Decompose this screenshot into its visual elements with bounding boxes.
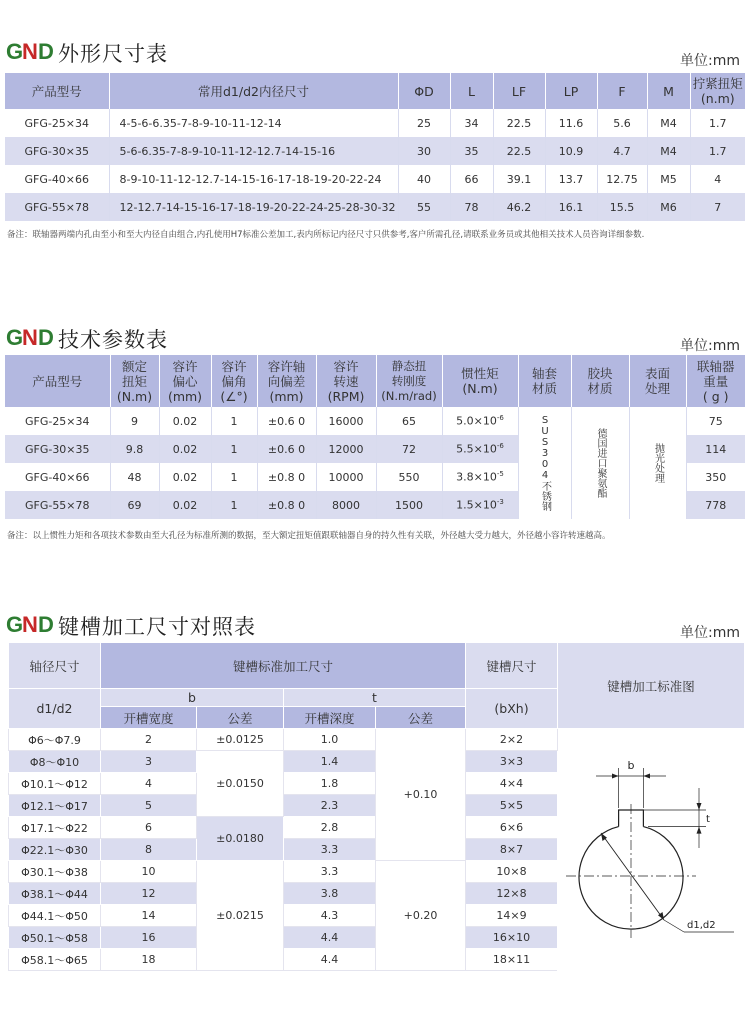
table-row xyxy=(5,137,745,165)
cell-bore: 8-9-10-11-12-12.7-14-15-16-17-18-19-20-22-24 xyxy=(109,165,398,193)
header-b: b xyxy=(101,689,284,707)
cell-axial: ±0.6 0 xyxy=(257,435,316,463)
logo-letter-d: D xyxy=(38,612,54,636)
cell-l: 35 xyxy=(450,137,493,165)
cell-inertia xyxy=(442,491,518,519)
unit-label-tech: 单位:mm xyxy=(680,338,740,354)
logo-letter-n: N xyxy=(22,612,38,636)
cell-b: 2 xyxy=(101,729,197,751)
cell-torque: 69 xyxy=(110,491,159,519)
cell-t: 4.4 xyxy=(284,927,376,949)
header-torque-line1: 拧紧扭矩 xyxy=(692,76,743,91)
table-row xyxy=(5,109,745,137)
header-std: 键槽标准加工尺寸 xyxy=(101,643,466,689)
header-m: M xyxy=(647,73,690,109)
cell-lp: 13.7 xyxy=(545,165,597,193)
cell-ecc: 0.02 xyxy=(159,407,211,435)
cell-t-tol: +0.20 xyxy=(376,861,466,971)
hdr-line: 静态扭 xyxy=(391,358,427,373)
cell-lp: 11.6 xyxy=(545,109,597,137)
tech-note: 备注：以上惯性力矩和各项技术参数由至大孔径为标准所测的数据，至大额定扭矩值跟联轴器自身的持久性有关联，外径越大受力越大，外径越小容许转速越高。 xyxy=(7,531,611,541)
header-eccentric xyxy=(159,355,211,407)
cell-m: M6 xyxy=(647,193,690,221)
cell-bxh: 12×8 xyxy=(466,883,558,905)
header-b-width: 开槽宽度 xyxy=(101,707,197,729)
cell-torque: 4 xyxy=(690,165,745,193)
cell-bxh: 16×10 xyxy=(466,927,558,949)
header-od: ΦD xyxy=(398,73,450,109)
logo-letter-d: D xyxy=(38,325,54,349)
label-b: b xyxy=(627,759,635,772)
diameter-line xyxy=(601,833,664,920)
cell-f: 15.5 xyxy=(597,193,647,221)
cell-model: GFG-55×78 xyxy=(5,491,110,519)
brand-logo xyxy=(6,39,56,63)
table-row xyxy=(5,407,745,435)
cell-lf: 22.5 xyxy=(493,109,545,137)
cell-b: 12 xyxy=(101,883,197,905)
cell-m: M5 xyxy=(647,165,690,193)
header-bore: 常用d1/d2内径尺寸 xyxy=(109,73,398,109)
cell-angle: 1 xyxy=(211,463,257,491)
section-title-keyway: 键槽加工尺寸对照表 xyxy=(58,615,256,639)
cell-bxh: 6×6 xyxy=(466,817,558,839)
cell-angle: 1 xyxy=(211,435,257,463)
cell-lf: 39.1 xyxy=(493,165,545,193)
cell-f: 4.7 xyxy=(597,137,647,165)
header-l: L xyxy=(450,73,493,109)
sleeve-material: SUS304不锈钢 xyxy=(518,407,571,519)
header-f: F xyxy=(597,73,647,109)
cell-b-tol: ±0.0150 xyxy=(197,751,284,817)
table-row xyxy=(9,729,745,751)
hdr-line: 偏角 xyxy=(221,373,247,389)
hdr-line: (N.m) xyxy=(462,381,498,396)
cell-ecc: 0.02 xyxy=(159,491,211,519)
cell-bore: 5-6-6.35-7-8-9-10-11-12-12.7-14-15-16 xyxy=(109,137,398,165)
header-stiffness xyxy=(376,355,442,407)
cell-model: GFG-55×78 xyxy=(5,193,109,221)
cell-f: 5.6 xyxy=(597,109,647,137)
header-shaft: 轴径尺寸 xyxy=(9,643,101,689)
cell-b-tol: ±0.0215 xyxy=(197,861,284,971)
dimensions-header-row xyxy=(5,73,745,109)
cell-t: 2.8 xyxy=(284,817,376,839)
cell-inertia xyxy=(442,463,518,491)
header-inertia xyxy=(442,355,518,407)
cell-t: 1.4 xyxy=(284,751,376,773)
header-speed xyxy=(316,355,376,407)
header-t-tol: 公差 xyxy=(376,707,466,729)
header-rated-torque xyxy=(110,355,159,407)
hdr-line: 向偏差 xyxy=(267,373,306,389)
cell-bxh: 10×8 xyxy=(466,861,558,883)
cell-bxh: 8×7 xyxy=(466,839,558,861)
cell-od: 40 xyxy=(398,165,450,193)
cell-torque: 9.8 xyxy=(110,435,159,463)
hdr-line: (N.m) xyxy=(116,388,153,404)
keyway-diagram xyxy=(566,748,736,948)
label-t: t xyxy=(706,814,710,825)
cell-b: 18 xyxy=(101,949,197,971)
cell-d: Φ30.1～Φ38 xyxy=(9,861,101,883)
inertia-base: 1.5×10 xyxy=(456,498,497,512)
cell-bxh: 4×4 xyxy=(466,773,558,795)
cell-speed: 12000 xyxy=(316,435,376,463)
header-lf: LF xyxy=(493,73,545,109)
cell-m: M4 xyxy=(647,137,690,165)
b-arrow-right xyxy=(643,774,650,779)
cell-m: M4 xyxy=(647,109,690,137)
cell-model: GFG-40×66 xyxy=(5,463,110,491)
keyway-drawing-cell xyxy=(558,729,745,971)
cell-d: Φ12.1～Φ17 xyxy=(9,795,101,817)
cell-b: 10 xyxy=(101,861,197,883)
hdr-line: 转速 xyxy=(333,373,359,389)
cell-ecc: 0.02 xyxy=(159,463,211,491)
cell-d: Φ6～Φ7.9 xyxy=(9,729,101,751)
cell-ecc: 0.02 xyxy=(159,435,211,463)
header-t-depth: 开槽深度 xyxy=(284,707,376,729)
label-d: d1,d2 xyxy=(687,920,716,931)
cell-b-tol: ±0.0125 xyxy=(197,729,284,751)
cell-d: Φ58.1～Φ65 xyxy=(9,949,101,971)
cell-model: GFG-25×34 xyxy=(5,407,110,435)
cell-b: 4 xyxy=(101,773,197,795)
t-arrow-top xyxy=(697,803,702,810)
table-row xyxy=(5,165,745,193)
cell-stiff: 550 xyxy=(376,463,442,491)
hdr-line: 容许 xyxy=(172,358,198,374)
cell-t-tol: +0.10 xyxy=(376,729,466,861)
logo-letter-g: G xyxy=(6,39,24,63)
cell-d: Φ17.1～Φ22 xyxy=(9,817,101,839)
cell-model: GFG-30×35 xyxy=(5,137,109,165)
logo-letter-g: G xyxy=(6,325,24,349)
cell-lf: 46.2 xyxy=(493,193,545,221)
hdr-line: (RPM) xyxy=(327,388,365,404)
cell-b: 16 xyxy=(101,927,197,949)
cell-speed: 16000 xyxy=(316,407,376,435)
logo-letter-g: G xyxy=(6,612,24,636)
hdr-line: 容许 xyxy=(221,358,247,374)
unit-label-keyway: 单位:mm xyxy=(680,625,740,641)
cell-speed: 8000 xyxy=(316,491,376,519)
cell-inertia xyxy=(442,435,518,463)
cell-b: 3 xyxy=(101,751,197,773)
cell-torque: 7 xyxy=(690,193,745,221)
cell-bxh: 3×3 xyxy=(466,751,558,773)
header-b-tol: 公差 xyxy=(197,707,284,729)
unit-label-dimensions: 单位:mm xyxy=(680,53,740,69)
inertia-exp: -5 xyxy=(496,470,504,479)
header-torque xyxy=(690,73,745,109)
brand-logo xyxy=(6,612,56,636)
cell-l: 66 xyxy=(450,165,493,193)
logo-letter-n: N xyxy=(22,39,38,63)
cell-stiff: 1500 xyxy=(376,491,442,519)
header-angle xyxy=(211,355,257,407)
tech-table xyxy=(5,355,745,519)
hdr-line: 重量 xyxy=(703,373,729,389)
hdr-line: 胶块 xyxy=(587,366,613,381)
table-row xyxy=(5,193,745,221)
logo-letter-d: D xyxy=(38,39,54,63)
b-arrow-left xyxy=(612,774,619,779)
cell-t: 1.8 xyxy=(284,773,376,795)
hdr-line: 偏心 xyxy=(172,373,198,389)
surface-treatment: 抛光处理 xyxy=(629,407,686,519)
cell-lp: 16.1 xyxy=(545,193,597,221)
cell-lf: 22.5 xyxy=(493,137,545,165)
cell-bxh: 18×11 xyxy=(466,949,558,971)
hdr-line: 容许轴 xyxy=(267,358,306,374)
keyway-header-row-1 xyxy=(9,643,745,689)
hdr-line: 容许 xyxy=(333,358,359,374)
cell-torque: 1.7 xyxy=(690,109,745,137)
cell-torque: 9 xyxy=(110,407,159,435)
inertia-base: 5.5×10 xyxy=(456,442,497,456)
cell-t: 3.3 xyxy=(284,839,376,861)
cell-od: 25 xyxy=(398,109,450,137)
cell-axial: ±0.8 0 xyxy=(257,463,316,491)
cell-weight: 778 xyxy=(686,491,745,519)
hdr-line: (N.m/rad) xyxy=(381,388,437,403)
cell-f: 12.75 xyxy=(597,165,647,193)
header-block xyxy=(571,355,629,407)
hdr-line: 处理 xyxy=(644,381,670,396)
header-model: 产品型号 xyxy=(5,73,109,109)
header-weight xyxy=(686,355,745,407)
hdr-line: (mm) xyxy=(269,388,304,404)
cell-weight: 75 xyxy=(686,407,745,435)
cell-d: Φ38.1～Φ44 xyxy=(9,883,101,905)
cell-model: GFG-40×66 xyxy=(5,165,109,193)
header-axial xyxy=(257,355,316,407)
hdr-line: 轴套 xyxy=(531,366,557,381)
inertia-exp: -6 xyxy=(496,442,504,451)
cell-b: 8 xyxy=(101,839,197,861)
hdr-line: 表面 xyxy=(644,366,670,381)
cell-d: Φ50.1～Φ58 xyxy=(9,927,101,949)
cell-od: 30 xyxy=(398,137,450,165)
hdr-line: 材质 xyxy=(587,381,613,396)
cell-weight: 350 xyxy=(686,463,745,491)
hdr-line: (∠°) xyxy=(220,388,248,404)
inertia-base: 3.8×10 xyxy=(456,470,497,484)
cell-bxh: 2×2 xyxy=(466,729,558,751)
hdr-line: 转刚度 xyxy=(391,373,427,388)
cell-speed: 10000 xyxy=(316,463,376,491)
header-model: 产品型号 xyxy=(5,355,110,407)
inertia-exp: -6 xyxy=(496,414,504,423)
logo-letter-n: N xyxy=(22,325,38,349)
cell-model: GFG-25×34 xyxy=(5,109,109,137)
cell-inertia xyxy=(442,407,518,435)
cell-d: Φ10.1～Φ12 xyxy=(9,773,101,795)
cell-axial: ±0.8 0 xyxy=(257,491,316,519)
cell-t: 2.3 xyxy=(284,795,376,817)
cell-b: 5 xyxy=(101,795,197,817)
cell-l: 78 xyxy=(450,193,493,221)
cell-b: 14 xyxy=(101,905,197,927)
cell-b-tol: ±0.0180 xyxy=(197,817,284,861)
header-t: t xyxy=(284,689,466,707)
cell-d: Φ22.1～Φ30 xyxy=(9,839,101,861)
cell-axial: ±0.6 0 xyxy=(257,407,316,435)
cell-d: Φ8～Φ10 xyxy=(9,751,101,773)
section-title-tech: 技术参数表 xyxy=(58,328,168,352)
leader-line xyxy=(664,920,684,932)
hdr-line: (mm) xyxy=(167,388,203,404)
cell-weight: 114 xyxy=(686,435,745,463)
cell-t: 1.0 xyxy=(284,729,376,751)
cell-lp: 10.9 xyxy=(545,137,597,165)
cell-model: GFG-30×35 xyxy=(5,435,110,463)
cell-torque: 1.7 xyxy=(690,137,745,165)
dimensions-note: 备注：联轴器两端内孔由至小和至大内径自由组合,内孔使用H7标准公差加工,表内所标记内径尺寸只供参考,客户所需孔径,请联系业务员或其他相关技术人员咨询详细参数. xyxy=(7,230,645,240)
header-surface xyxy=(629,355,686,407)
hdr-line: ( g ) xyxy=(702,388,729,404)
section-title-dimensions: 外形尺寸表 xyxy=(58,42,168,66)
cell-t: 3.8 xyxy=(284,883,376,905)
cell-bore: 12-12.7-14-15-16-17-18-19-20-22-24-25-28-30-32 xyxy=(109,193,398,221)
t-arrow-bottom xyxy=(697,827,702,834)
block-material: 德国进口聚氨酯 xyxy=(571,407,629,519)
cell-od: 55 xyxy=(398,193,450,221)
cell-l: 34 xyxy=(450,109,493,137)
header-torque-line2: (n.m) xyxy=(700,91,735,106)
inertia-exp: -3 xyxy=(496,498,504,507)
header-bxh: (bXh) xyxy=(466,689,558,729)
cell-t: 4.3 xyxy=(284,905,376,927)
header-d: d1/d2 xyxy=(9,689,101,729)
header-drawing: 键槽加工标准图 xyxy=(558,643,745,729)
brand-logo xyxy=(6,325,56,349)
cell-t: 3.3 xyxy=(284,861,376,883)
header-size: 键槽尺寸 xyxy=(466,643,558,689)
cell-angle: 1 xyxy=(211,491,257,519)
cell-angle: 1 xyxy=(211,407,257,435)
dimensions-table xyxy=(5,73,745,221)
cell-bxh: 14×9 xyxy=(466,905,558,927)
cell-torque: 48 xyxy=(110,463,159,491)
cell-bore: 4-5-6-6.35-7-8-9-10-11-12-14 xyxy=(109,109,398,137)
inertia-base: 5.0×10 xyxy=(456,414,497,428)
keyway-table xyxy=(8,642,745,971)
hdr-line: 材质 xyxy=(531,381,557,396)
cell-t: 4.4 xyxy=(284,949,376,971)
hdr-line: 额定 xyxy=(121,358,147,374)
cell-bxh: 5×5 xyxy=(466,795,558,817)
hdr-line: 惯性矩 xyxy=(461,366,499,381)
cell-d: Φ44.1～Φ50 xyxy=(9,905,101,927)
cell-stiff: 72 xyxy=(376,435,442,463)
tech-header-row xyxy=(5,355,745,407)
header-sleeve xyxy=(518,355,571,407)
hdr-line: 扭矩 xyxy=(121,373,147,389)
cell-stiff: 65 xyxy=(376,407,442,435)
hdr-line: 联轴器 xyxy=(696,358,735,374)
header-lp: LP xyxy=(545,73,597,109)
cell-b: 6 xyxy=(101,817,197,839)
